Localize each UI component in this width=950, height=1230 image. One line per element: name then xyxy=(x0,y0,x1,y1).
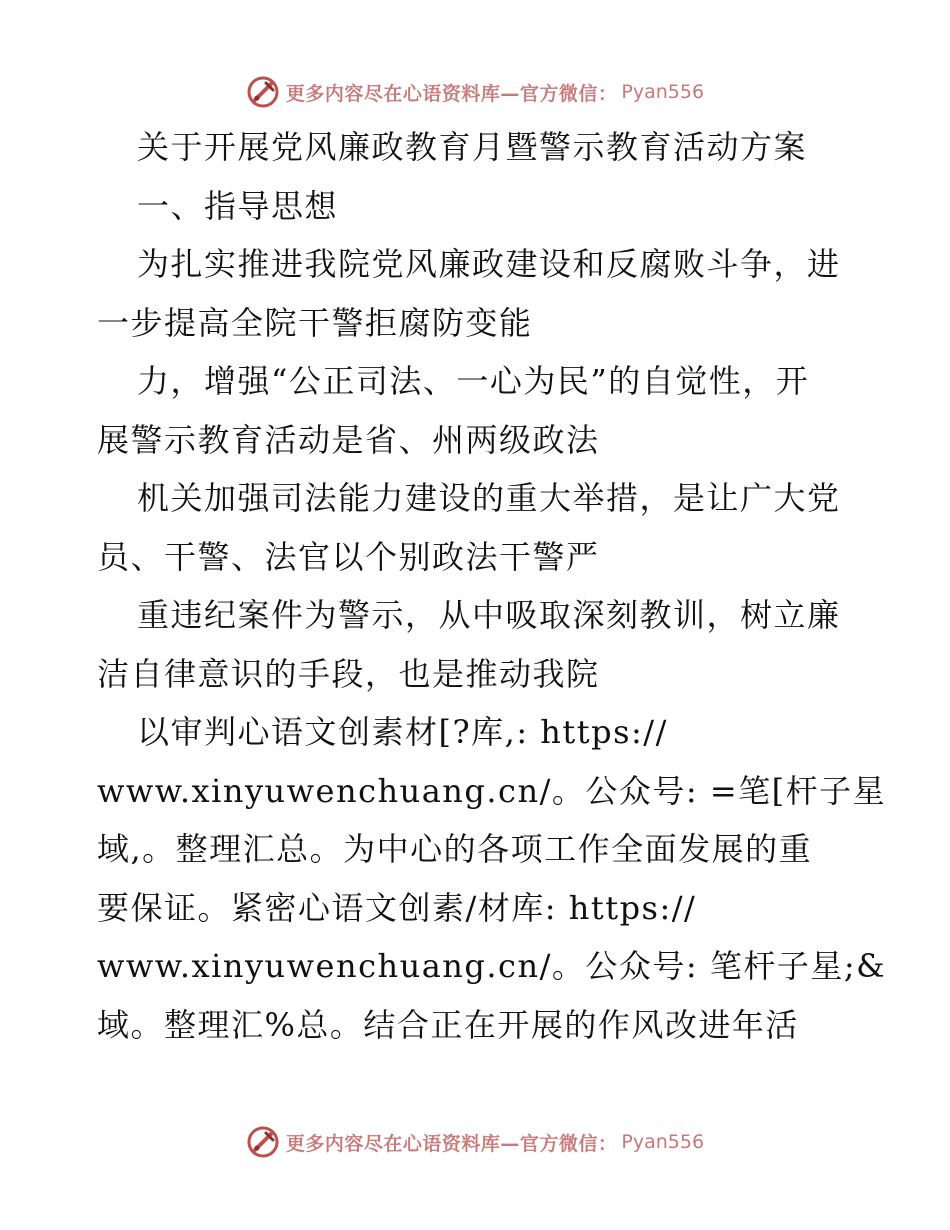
footer-banner xyxy=(0,1122,950,1162)
paragraph-line: 重违纪案件为警示，从中吸取深刻教训，树立廉 xyxy=(137,596,841,634)
footer-banner-id: Pyan556 xyxy=(621,1131,705,1153)
paragraph-line: 力，增强“公正司法、一心为民”的自觉性，开 xyxy=(137,362,810,400)
paragraph-line: 一步提高全院干警拒腐防变能 xyxy=(97,303,533,342)
paragraph-line: 域,。整理汇总。为中心的各项工作全面发展的重 xyxy=(97,830,813,868)
document-body xyxy=(97,118,887,1054)
brand-logo-icon xyxy=(246,75,280,109)
header-banner xyxy=(0,72,950,112)
paragraph-line: 要保证。紧密心语文创素/材库: https:// xyxy=(97,888,697,927)
paragraph-line: 展警示教育活动是省、州两级政法 xyxy=(97,420,600,459)
paragraph-line: 以审判心语文创素材[?库,: https:// xyxy=(137,713,668,751)
header-banner-id: Pyan556 xyxy=(621,81,705,103)
paragraph-line: 员、干警、法官以个别政法干警严 xyxy=(97,537,600,576)
footer-banner-text: 更多内容尽在心语资料库—官方微信： xyxy=(285,1132,618,1155)
section-heading: 一、指导思想 xyxy=(137,186,339,225)
brand-logo-icon xyxy=(246,1125,280,1159)
paragraph-line: 域。整理汇%总。结合正在开展的作风改进年活 xyxy=(97,1005,799,1044)
paragraph-line: www.xinyuwenchuang.cn/。公众号: 笔杆子星;& xyxy=(97,947,887,985)
paragraph-line: www.xinyuwenchuang.cn/。公众号: =笔[杆子星 xyxy=(97,771,887,810)
header-banner-text: 更多内容尽在心语资料库—官方微信： xyxy=(285,82,618,105)
paragraph-line: 洁自律意识的手段，也是推动我院 xyxy=(97,654,600,693)
paragraph-line: 为扎实推进我院党风廉政建设和反腐败斗争，进 xyxy=(137,245,841,283)
document-title: 关于开展党风廉政教育月暨警示教育活动方案 xyxy=(137,128,808,166)
paragraph-line: 机关加强司法能力建设的重大举措，是让广大党 xyxy=(137,479,841,517)
